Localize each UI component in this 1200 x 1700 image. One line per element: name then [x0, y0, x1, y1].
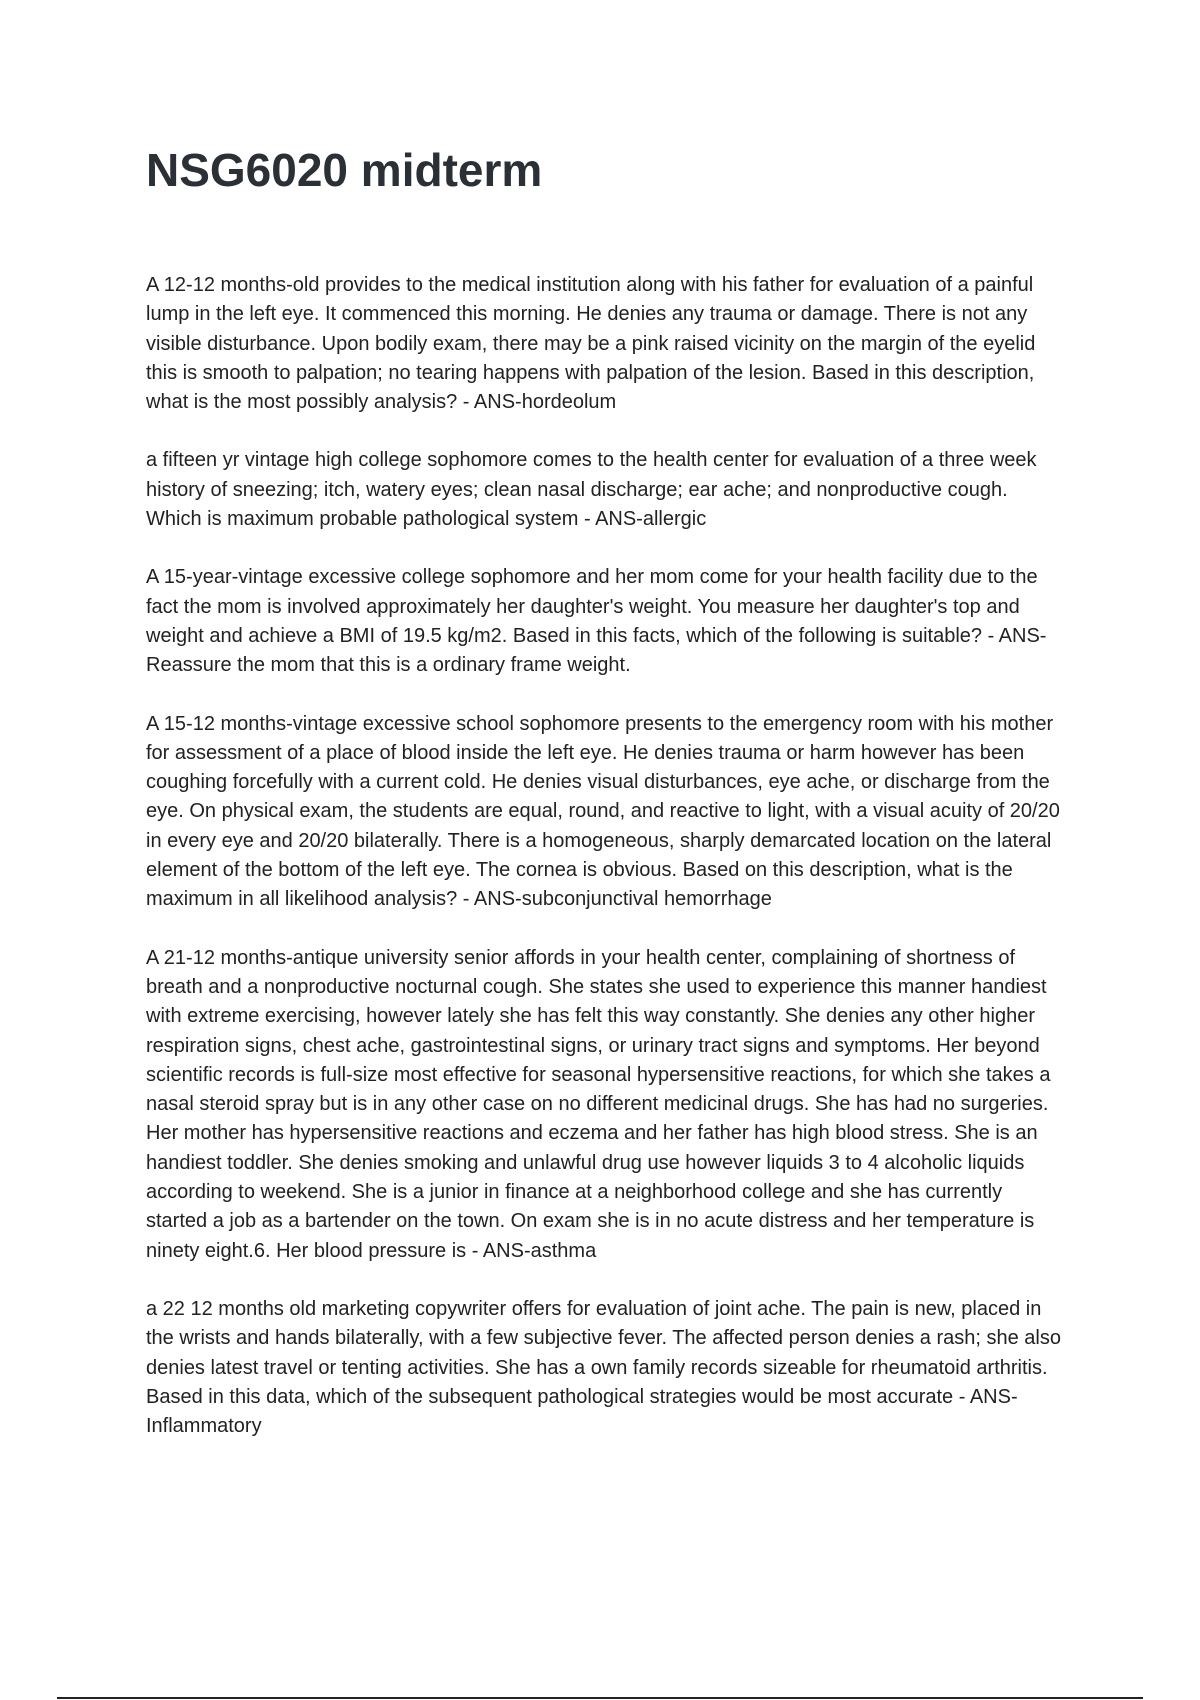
question-item-5: A 21-12 months-antique university senior affords in your health center, complaining of shortness of breath and a nonproductive nocturnal cough. She states she used to experience this manner handiest with extreme exercising, however lately she has felt this way constantly. She denies any other higher respiration signs, chest ache, gastrointestinal signs, or urinary tract signs and symptoms. Her beyond scientific records is full-size most effective for seasonal hypersensitive reactions, for which she takes a nasal steroid spray but is in any other case on no different medicinal drugs. She has had no surgeries. Her mother has hypersensitive reactions and eczema and her father has high blood stress. She is an handiest toddler. She denies smoking and unlawful drug use however liquids 3 to 4 alcoholic liquids according to weekend. She is a junior in finance at a neighborhood college and she has currently started a job as a bartender on the town. On exam she is in no acute distress and her temperature is ninety eight.6. Her blood pressure is - ANS-asthma [146, 946, 1051, 1262]
question-item-2: a fifteen yr vintage high college sophomore comes to the health center for evaluation of a three week history of sneezing; itch, watery eyes; clean nasal discharge; ear ache; and nonproductive cough. Which is maximum probable pathological system - ANS-allergic [146, 449, 1037, 531]
question-item-4: A 15-12 months-vintage excessive school sophomore presents to the emergency room with his mother for assessment of a place of blood inside the left eye. He denies trauma or harm however has been coughing forcefully with a current cold. He denies visual disturbances, eye ache, or discharge from the eye. On physical exam, the students are equal, round, and reactive to light, with a visual acuity of 20/20 in every eye and 20/20 bilaterally. There is a homogeneous, sharply demarcated location on the lateral element of the bottom of the left eye. The cornea is obvious. Based on this description, what is the maximum in all likelihood analysis? - ANS-subconjunctival hemorrhage [146, 712, 1060, 911]
question-item-6: a 22 12 months old marketing copywriter offers for evaluation of joint ache. The pain is new, placed in the wrists and hands bilaterally, with a few subjective fever. The affected person denies a rash; she also denies latest travel or tenting activities. She has a own family records sizeable for rheumatoid arthritis. Based in this data, which of the subsequent pathological strategies would be most accurate - ANS-Inflammatory [146, 1297, 1061, 1438]
page-title: NSG6020 midterm [146, 144, 543, 196]
footer-divider [57, 1697, 1143, 1699]
question-list [146, 271, 1066, 1470]
question-item-3: A 15-year-vintage excessive college sophomore and her mom come for your health facility due to the fact the mom is involved approximately her daughter's weight. You measure her daughter's top and weight and achieve a BMI of 19.5 kg/m2. Based in this facts, which of the following is suitable? - ANS-Reassure the mom that this is a ordinary frame weight. [146, 566, 1047, 677]
question-item-1: A 12-12 months-old provides to the medical institution along with his father for evaluation of a painful lump in the left eye. It commenced this morning. He denies any trauma or damage. There is not any visible disturbance. Upon bodily exam, there may be a pink raised vicinity on the margin of the eyelid this is smooth to palpation; no tearing happens with palpation of the lesion. Based in this description, what is the most possibly analysis? - ANS-hordeolum [146, 274, 1036, 414]
